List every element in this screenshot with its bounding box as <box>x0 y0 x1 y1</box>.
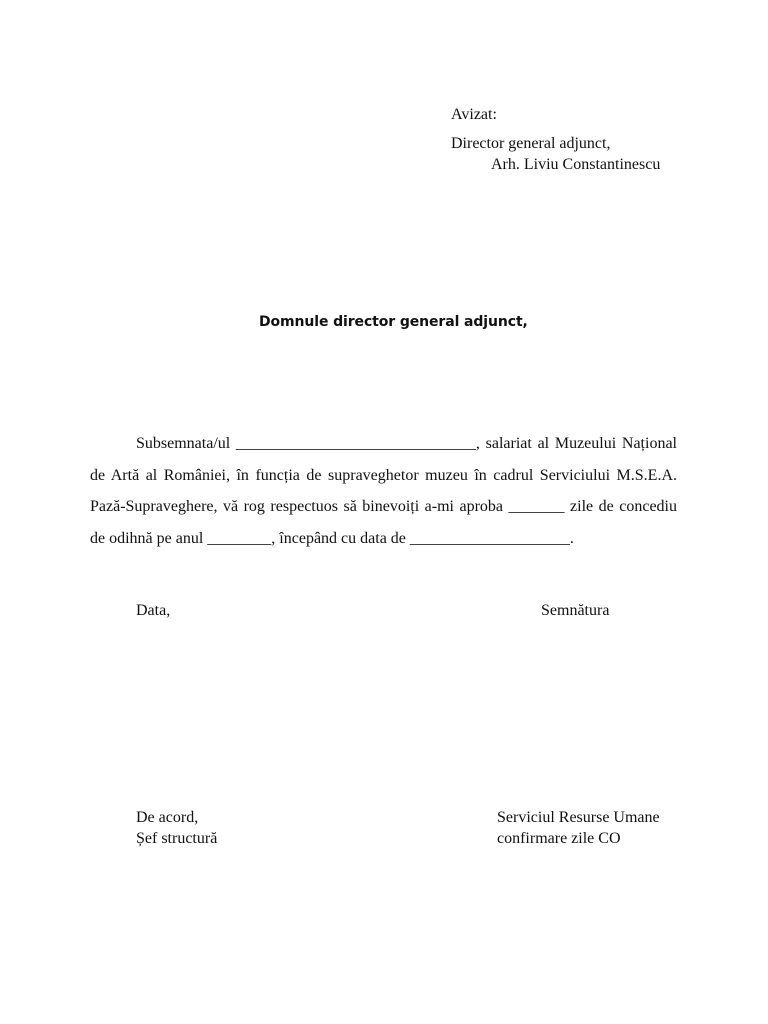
approval-name: Arh. Liviu Constantinescu <box>491 156 661 173</box>
consent-line-1: De acord, <box>136 809 199 826</box>
salutation: Domnule director general adjunct, <box>259 314 528 330</box>
date-label: Data, <box>136 602 171 619</box>
approval-label: Avizat: <box>451 106 497 123</box>
approval-role: Director general adjunct, <box>451 135 611 152</box>
request-body: Subsemnata/ul ______________________________, salariat al Muzeului Național de Artă al României, în funcția de supraveghetor muzeu în cadrul Serviciului M.S.E.A. Pază-Supraveghere, vă rog respectuos să binevoiți a-mi aproba _______ zile de concediu de odihnă pe anul ________, începând cu data de ____________________. <box>90 435 677 547</box>
consent-line-2: Șef structură <box>136 830 218 847</box>
hr-line-2: confirmare zile CO <box>497 830 621 847</box>
signature-label: Semnătura <box>541 602 610 619</box>
hr-line-1: Serviciul Resurse Umane <box>497 809 660 826</box>
